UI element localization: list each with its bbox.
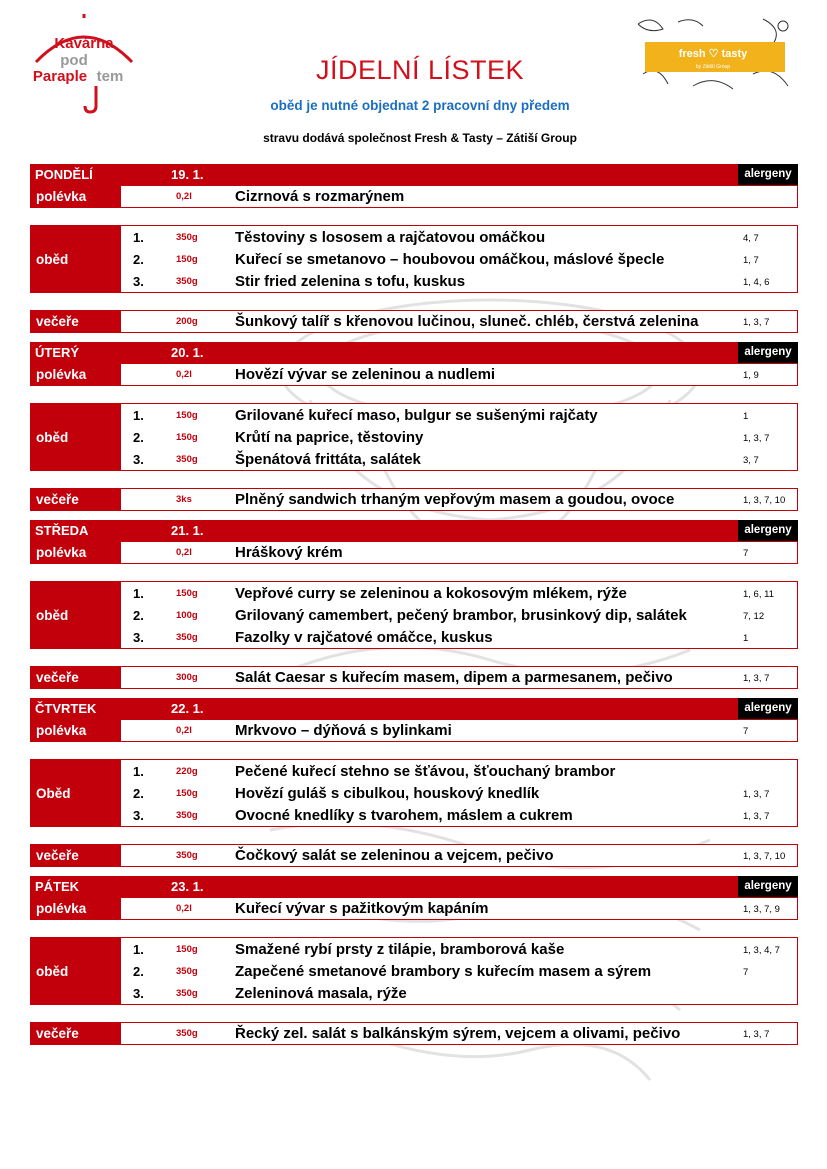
day-block: [30, 698, 798, 867]
dish-name: Pečené kuřecí stehno se šťávou, šťouchaný brambor: [235, 763, 616, 780]
item-number: 1.: [133, 408, 144, 423]
day-name: PONDĚLÍ: [35, 167, 93, 182]
allergen-codes: 1, 3, 7: [743, 673, 770, 684]
allergen-codes: 1, 4, 6: [743, 277, 770, 288]
lunch-row: [30, 581, 798, 649]
soup-row: [30, 897, 798, 920]
allergen-codes: 1, 3, 7: [743, 433, 770, 444]
fresh-tasty-logo: [633, 14, 797, 94]
soup-row: [30, 185, 798, 208]
lunch-row: [30, 225, 798, 293]
portion: 150g: [176, 588, 198, 599]
portion: 0,2l: [176, 369, 192, 380]
portion: 150g: [176, 944, 198, 955]
dish-name: Čočkový salát se zeleninou a vejcem, pečivo: [235, 847, 554, 864]
portion: 0,2l: [176, 725, 192, 736]
dish-name: Řecký zel. salát s balkánským sýrem, vejcem a olivami, pečivo: [235, 1025, 681, 1042]
lunch-item: [31, 805, 797, 827]
row-label: polévka: [31, 720, 121, 741]
portion: 0,2l: [176, 191, 192, 202]
portion: 350g: [176, 276, 198, 287]
portion: 300g: [176, 672, 198, 683]
portion: 150g: [176, 432, 198, 443]
dish-name: Těstoviny s lososem a rajčatovou omáčkou: [235, 229, 546, 246]
item-number: 1.: [133, 764, 144, 779]
item-number: 3.: [133, 452, 144, 467]
allergen-codes: 1: [743, 633, 749, 644]
portion: 350g: [176, 232, 198, 243]
soup-row: [30, 363, 798, 386]
lunch-row: [30, 403, 798, 471]
row-label: oběd: [31, 404, 121, 470]
dinner-row: [30, 666, 798, 689]
dinner-row: [30, 844, 798, 867]
allergen-header: alergeny: [738, 520, 798, 541]
allergen-codes: 1, 3, 7, 9: [743, 904, 780, 915]
svg-text:fresh ♡ tasty: fresh ♡ tasty: [678, 48, 748, 60]
lunch-item: [31, 939, 797, 961]
item-number: 2.: [133, 964, 144, 979]
dinner-row: [30, 1022, 798, 1045]
dish-name: Smažené rybí prsty z tilápie, bramborová kaše: [235, 941, 565, 958]
supplier-note: stravu dodává společnost Fresh & Tasty – Zátiší Group: [263, 131, 577, 145]
item-number: 2.: [133, 786, 144, 801]
day-name: ČTVRTEK: [35, 701, 97, 716]
dish-name: Grilované kuřecí maso, bulgur se sušenými rajčaty: [235, 407, 598, 424]
row-label: Oběd: [31, 760, 121, 826]
dish-name: Zapečené smetanové brambory s kuřecím masem a sýrem: [235, 963, 652, 980]
item-number: 1.: [133, 230, 144, 245]
lunch-item: [31, 783, 797, 805]
kavarna-logo: [30, 14, 138, 114]
item-number: 3.: [133, 808, 144, 823]
item-number: 2.: [133, 430, 144, 445]
logo-line-2: pod: [60, 52, 88, 69]
row-label: večeře: [31, 489, 121, 510]
day-name: ÚTERÝ: [35, 345, 80, 360]
lunch-item: [31, 605, 797, 627]
dish-name: Grilovaný camembert, pečený brambor, brusinkový dip, salátek: [235, 607, 687, 624]
lunch-row: [30, 937, 798, 1005]
portion: 3ks: [176, 494, 192, 505]
allergen-codes: 1, 3, 4, 7: [743, 945, 780, 956]
item-number: 1.: [133, 586, 144, 601]
day-date: 22. 1.: [171, 701, 204, 716]
dish-name: Kuřecí vývar s pažitkovým kapáním: [235, 900, 489, 917]
dish-name: Fazolky v rajčatové omáčce, kuskus: [235, 629, 493, 646]
brand-right: tasty: [721, 48, 748, 60]
item-number: 3.: [133, 986, 144, 1001]
dinner-row: [30, 488, 798, 511]
item-number: 1.: [133, 942, 144, 957]
lunch-item: [31, 961, 797, 983]
allergen-header: alergeny: [738, 876, 798, 897]
allergen-codes: 1, 6, 11: [743, 589, 774, 600]
row-label: oběd: [31, 582, 121, 648]
row-label: večeře: [31, 1023, 121, 1044]
lunch-item: [31, 427, 797, 449]
allergen-codes: 7: [743, 967, 749, 978]
allergen-codes: 1, 7: [743, 255, 759, 266]
row-label: polévka: [31, 898, 121, 919]
item-number: 3.: [133, 630, 144, 645]
lunch-item: [31, 227, 797, 249]
day-header: [30, 876, 798, 897]
portion: 350g: [176, 454, 198, 465]
dish-name: Hovězí vývar se zeleninou a nudlemi: [235, 366, 496, 383]
dish-name: Vepřové curry se zeleninou a kokosovým mlékem, rýže: [235, 585, 627, 602]
logo-line-1: Kavárna: [54, 35, 114, 52]
day-header: [30, 164, 798, 185]
item-number: 3.: [133, 274, 144, 289]
day-header: [30, 520, 798, 541]
page-title: JÍDELNÍ LÍSTEK: [315, 55, 525, 85]
allergen-codes: 1, 3, 7, 10: [743, 495, 786, 506]
allergen-codes: 1, 3, 7: [743, 1029, 770, 1040]
portion: 100g: [176, 610, 198, 621]
allergen-codes: 1, 3, 7, 10: [743, 851, 786, 862]
portion: 220g: [176, 766, 198, 777]
portion: 0,2l: [176, 903, 192, 914]
portion: 350g: [176, 1028, 198, 1039]
dish-name: Salát Caesar s kuřecím masem, dipem a parmesanem, pečivo: [235, 669, 673, 686]
day-header: [30, 342, 798, 363]
row-label: polévka: [31, 364, 121, 385]
portion: 150g: [176, 410, 198, 421]
allergen-codes: 1: [743, 411, 749, 422]
dish-name: Plněný sandwich trhaným vepřovým masem a goudou, ovoce: [235, 491, 675, 508]
dish-name: Ovocné knedlíky s tvarohem, máslem a cukrem: [235, 807, 573, 824]
day-header: [30, 698, 798, 719]
dish-name: Špenátová frittáta, salátek: [235, 451, 421, 468]
row-label: večeře: [31, 311, 121, 332]
brand-left: fresh: [678, 48, 706, 60]
day-name: PÁTEK: [35, 879, 80, 894]
allergen-codes: 3, 7: [743, 455, 759, 466]
lunch-item: [31, 271, 797, 293]
dish-name: Kuřecí se smetanovo – houbovou omáčkou, máslové špecle: [235, 251, 665, 268]
dinner-row: [30, 310, 798, 333]
day-name: STŘEDA: [35, 523, 89, 538]
day-block: [30, 876, 798, 1045]
lunch-item: [31, 627, 797, 649]
row-label: polévka: [31, 186, 121, 207]
day-date: 19. 1.: [171, 167, 204, 182]
allergen-codes: 1, 3, 7: [743, 317, 770, 328]
soup-row: [30, 541, 798, 564]
allergen-header: alergeny: [738, 342, 798, 363]
logo-line-3: Paraple: [32, 68, 88, 85]
portion: 350g: [176, 810, 198, 821]
allergen-codes: 7, 12: [743, 611, 765, 622]
row-label: večeře: [31, 667, 121, 688]
day-date: 20. 1.: [171, 345, 204, 360]
dish-name: Hráškový krém: [235, 544, 343, 561]
row-label: polévka: [31, 542, 121, 563]
lunch-item: [31, 761, 797, 783]
allergen-header: alergeny: [738, 698, 798, 719]
soup-row: [30, 719, 798, 742]
day-date: 23. 1.: [171, 879, 204, 894]
dish-name: Šunkový talíř s křenovou lučinou, sluneč. chléb, čerstvá zelenina: [235, 313, 699, 330]
allergen-codes: 4, 7: [743, 233, 759, 244]
dish-name: Hovězí guláš s cibulkou, houskový knedlík: [235, 785, 540, 802]
portion: 350g: [176, 966, 198, 977]
lunch-row: [30, 759, 798, 827]
lunch-item: [31, 983, 797, 1005]
dish-name: Zeleninová masala, rýže: [235, 985, 407, 1002]
portion: 200g: [176, 316, 198, 327]
portion: 350g: [176, 850, 198, 861]
day-block: [30, 342, 798, 511]
portion: 150g: [176, 254, 198, 265]
row-label: oběd: [31, 938, 121, 1004]
dish-name: Krůtí na paprice, těstoviny: [235, 429, 424, 446]
portion: 350g: [176, 988, 198, 999]
day-block: [30, 164, 798, 333]
order-notice: oběd je nutné objednat 2 pracovní dny předem: [270, 98, 570, 113]
portion: 0,2l: [176, 547, 192, 558]
row-label: oběd: [31, 226, 121, 292]
day-date: 21. 1.: [171, 523, 204, 538]
portion: 150g: [176, 788, 198, 799]
lunch-item: [31, 249, 797, 271]
allergen-codes: 1, 3, 7: [743, 811, 770, 822]
lunch-item: [31, 583, 797, 605]
logo-line-4: tem: [96, 68, 124, 85]
weekly-menu: [30, 164, 798, 1054]
row-label: večeře: [31, 845, 121, 866]
lunch-item: [31, 405, 797, 427]
allergen-codes: 7: [743, 726, 749, 737]
allergen-codes: 1, 9: [743, 370, 759, 381]
allergen-codes: 1, 3, 7: [743, 789, 770, 800]
item-number: 2.: [133, 252, 144, 267]
lunch-item: [31, 449, 797, 471]
allergen-codes: 7: [743, 548, 749, 559]
dish-name: Mrkvovo – dýňová s bylinkami: [235, 722, 452, 739]
herb-pattern: [633, 14, 797, 94]
item-number: 2.: [133, 608, 144, 623]
allergen-header: alergeny: [738, 164, 798, 185]
dish-name: Cizrnová s rozmarýnem: [235, 188, 405, 205]
day-block: [30, 520, 798, 689]
brand-sub: by Zátiší Group: [695, 64, 731, 70]
dish-name: Stir fried zelenina s tofu, kuskus: [235, 273, 466, 290]
portion: 350g: [176, 632, 198, 643]
